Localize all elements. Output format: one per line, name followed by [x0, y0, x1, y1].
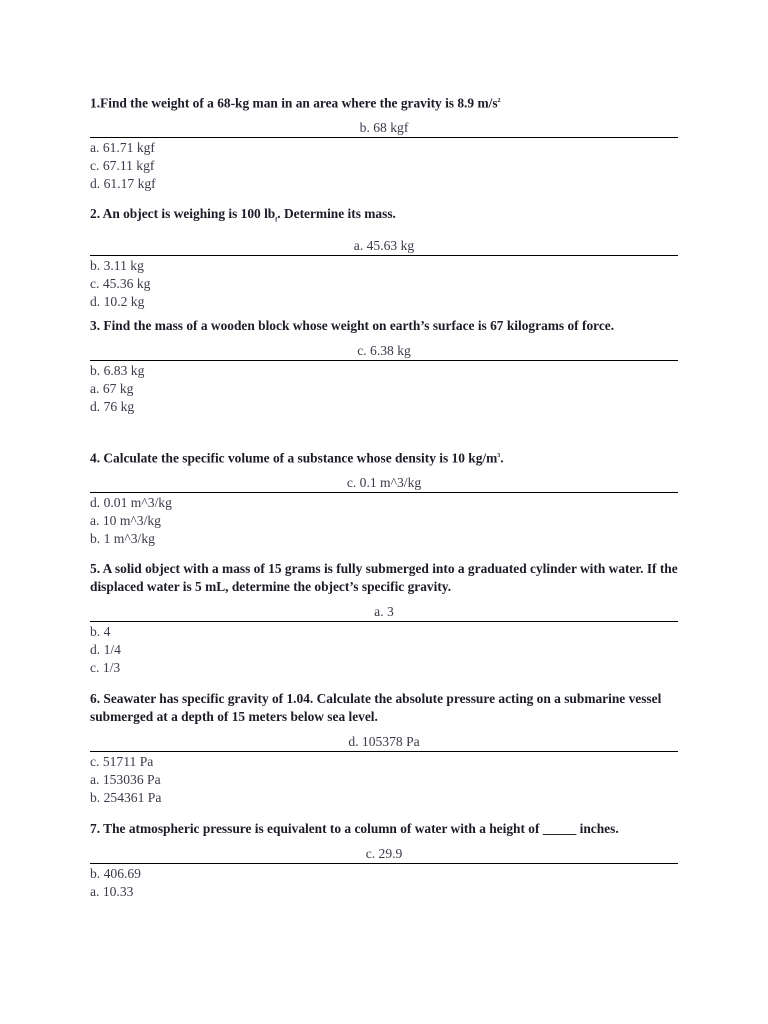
choice-item: c. 45.36 kg	[90, 275, 151, 291]
question-4	[90, 447, 678, 560]
choice-item: b. 3.11 kg	[90, 257, 144, 273]
choice-item: d. 76 kg	[90, 399, 135, 414]
choice-list	[90, 753, 678, 807]
subscript: f	[275, 217, 278, 224]
choice-list	[90, 494, 678, 548]
choice-item: d. 0.01 m^3/kg	[90, 495, 172, 511]
quiz-document	[90, 92, 678, 901]
choice-item: d. 1/4	[90, 642, 121, 657]
correct-answer: a. 3	[90, 603, 678, 622]
choice-list	[90, 865, 678, 901]
choice-item: b. 406.69	[90, 866, 141, 881]
question-prompt-end: .	[500, 450, 504, 466]
question-prompt: 2. An object is weighing is 100 lb	[90, 206, 276, 221]
question-text: 3. Find the mass of a wooden block whose weight on earth’s surface is 67 kilograms of force.	[90, 318, 615, 333]
question-text: 5. A solid object with a mass of 15 grams is fully submerged into a graduated cylinder with water. If the displaced water is 5 mL, determine the object’s specific gravity.	[90, 561, 678, 594]
question-5	[90, 560, 678, 690]
question-text	[90, 205, 678, 230]
choice-item: c. 67.11 kgf	[90, 158, 155, 174]
choice-item: a. 10 m^3/kg	[90, 513, 161, 529]
choice-list	[90, 623, 678, 677]
question-prompt-end: . Determine its mass.	[277, 206, 396, 221]
correct-answer: c. 6.38 kg	[90, 342, 678, 361]
choice-item: c. 51711 Pa	[90, 754, 154, 769]
choice-item: a. 153036 Pa	[90, 772, 161, 787]
correct-answer: c. 0.1 m^3/kg	[90, 474, 678, 493]
question-1	[90, 92, 678, 205]
choice-list	[90, 257, 678, 311]
correct-answer: a. 45.63 kg	[90, 237, 678, 256]
correct-answer: b. 68 kgf	[90, 119, 678, 138]
choice-list	[90, 139, 678, 193]
choice-item: d. 61.17 kgf	[90, 176, 156, 192]
superscript: 3	[497, 453, 501, 459]
question-text	[90, 447, 678, 467]
choice-item: b. 4	[90, 624, 111, 639]
choice-item: b. 1 m^3/kg	[90, 531, 155, 547]
choice-item: b. 6.83 kg	[90, 363, 145, 378]
choice-item: c. 1/3	[90, 660, 121, 675]
superscript: 2	[497, 98, 501, 104]
question-prompt: 4. Calculate the specific volume of a substance whose density is 10 kg/m	[90, 450, 498, 466]
question-text: 6. Seawater has specific gravity of 1.04. Calculate the absolute pressure acting on a submarine vessel submerged at a depth of 15 meters below sea level.	[90, 691, 662, 724]
question-3	[90, 317, 678, 447]
question-text	[90, 92, 678, 112]
correct-answer: d. 105378 Pa	[90, 733, 678, 752]
question-7	[90, 820, 678, 901]
question-text: 7. The atmospheric pressure is equivalent to a column of water with a height of _____ inches.	[90, 821, 619, 836]
correct-answer: c. 29.9	[90, 845, 678, 864]
choice-item: a. 10.33	[90, 884, 134, 899]
choice-item: a. 67 kg	[90, 381, 134, 396]
question-prompt: 1.Find the weight of a 68-kg man in an area where the gravity is 8.9 m/s	[90, 95, 498, 111]
choice-item: b. 254361 Pa	[90, 790, 162, 805]
question-6	[90, 690, 678, 820]
question-2	[90, 205, 678, 317]
choice-item: a. 61.71 kgf	[90, 140, 155, 156]
choice-list	[90, 362, 678, 416]
choice-item: d. 10.2 kg	[90, 293, 145, 309]
